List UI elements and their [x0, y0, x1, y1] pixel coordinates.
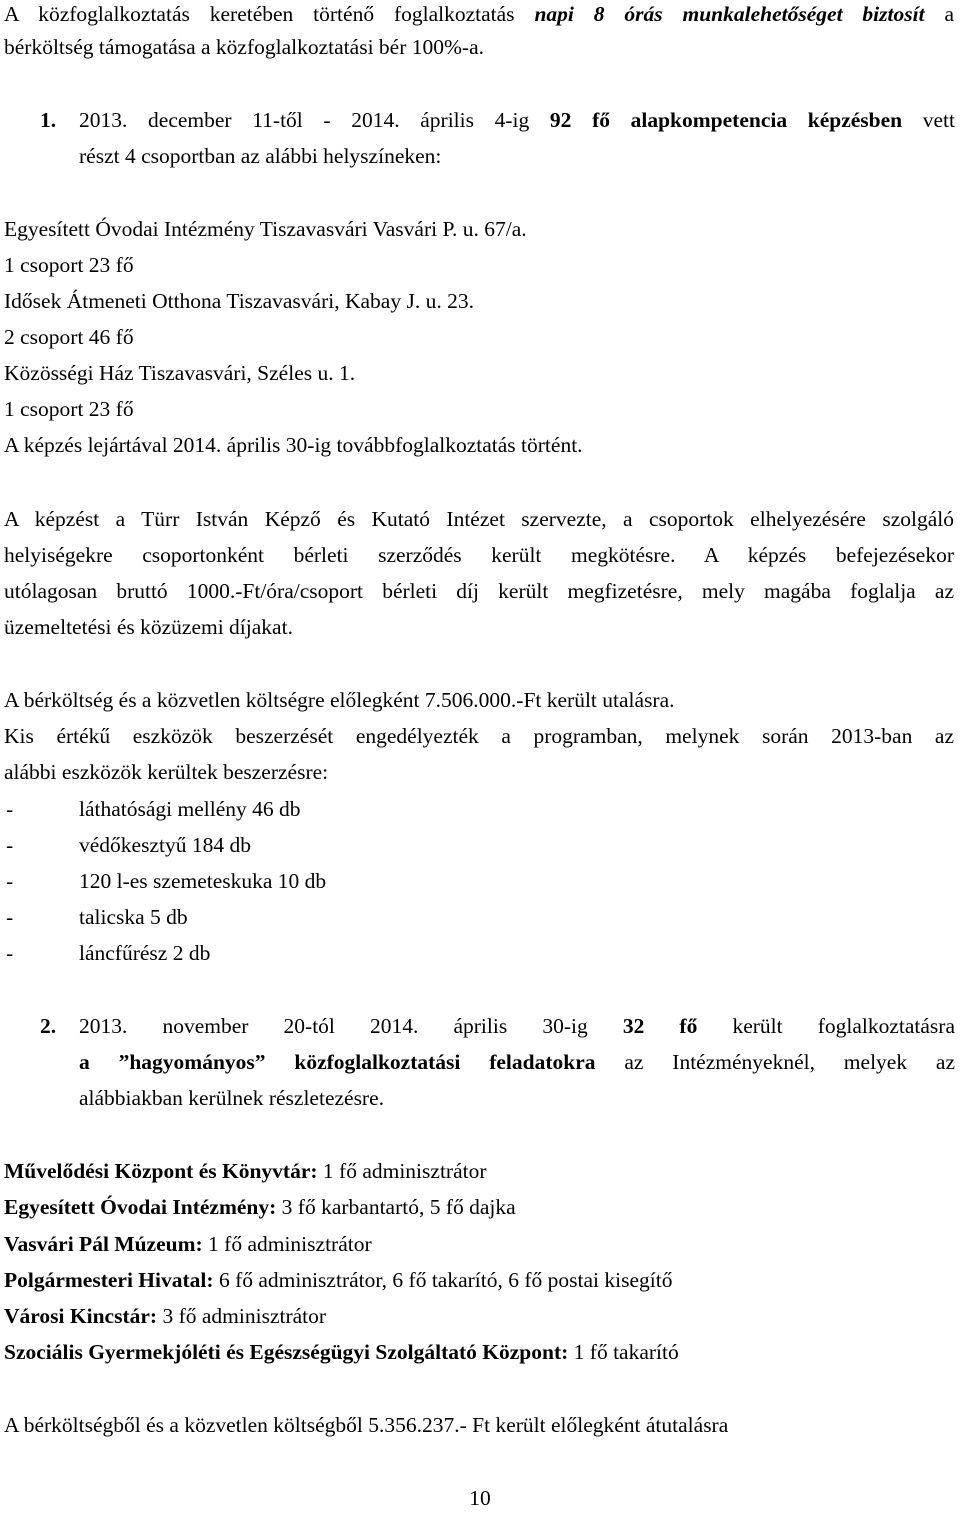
staff-detail: 1 fő adminisztrátor [317, 1159, 487, 1183]
location-line: 2 csoport 46 fő [4, 325, 134, 349]
list-item-text: talicska 5 db [79, 905, 188, 929]
dash-bullet: - [6, 941, 14, 965]
section2-dates: 2013. november 20-tól 2014. április 30-ig [79, 1014, 588, 1038]
staff-line [4, 1338, 679, 1366]
para1-line: utólagosan bruttó 1000.-Ft/óra/csoport bérleti díj került megfizetésre, mely magába foglalja az [4, 579, 954, 603]
closing-line: A bérköltségből és a közvetlen költségből 5.356.237.- Ft került előlegként átutalásra [4, 1413, 729, 1437]
intro-line-1 [4, 0, 954, 28]
staff-org: Városi Kincstár: [4, 1304, 158, 1328]
location-line: A képzés lejártával 2014. április 30-ig továbbfoglalkoztatás történt. [4, 433, 583, 457]
section2-line-2-end: az Intézményeknél, melyek az [624, 1050, 955, 1074]
intro-text-end: a [944, 2, 954, 26]
section1-highlight: 92 fő alapkompetencia képzésben [549, 108, 903, 132]
section1-line-2: részt 4 csoportban az alábbi helyszíneken: [79, 144, 442, 168]
staff-line [4, 1302, 326, 1330]
location-line: Közösségi Ház Tiszavasvári, Széles u. 1. [4, 361, 356, 385]
section1-line-end: vett [922, 108, 955, 132]
intro-text: A közfoglalkoztatás keretében történő foglalkoztatás [4, 2, 515, 26]
advance-line: A bérköltség és a közvetlen költségre előlegként 7.506.000.-Ft került utalásra. [4, 688, 675, 712]
staff-detail: 3 fő adminisztrátor [157, 1304, 327, 1328]
dash-bullet: - [6, 797, 14, 821]
list-item-text: láthatósági mellény 46 db [79, 797, 301, 821]
section2-line-1 [79, 1012, 955, 1040]
staff-line [4, 1157, 487, 1185]
para2-line: alábbi eszközök kerültek beszerzésre: [4, 760, 329, 784]
staff-org: Vasvári Pál Múzeum: [4, 1232, 203, 1256]
intro-line-2: bérköltség támogatása a közfoglalkoztatási bér 100%-a. [4, 35, 484, 59]
location-line: Idősek Átmeneti Otthona Tiszavasvári, Kabay J. u. 23. [4, 289, 474, 313]
para2-line: Kis értékű eszközök beszerzését engedélyezték a programban, melynek során 2013-ban az [4, 724, 954, 748]
page-number: 10 [469, 1486, 491, 1510]
location-line: 1 csoport 23 fő [4, 397, 134, 421]
section2-line-2 [79, 1048, 955, 1076]
staff-detail: 1 fő adminisztrátor [202, 1232, 372, 1256]
staff-detail: 1 fő takarító [568, 1340, 679, 1364]
staff-org: Szociális Gyermekjóléti és Egészségügyi Szolgáltató Központ: [4, 1340, 569, 1364]
dash-bullet: - [6, 833, 14, 857]
staff-detail: 3 fő karbantartó, 5 fő dajka [276, 1195, 516, 1219]
staff-org: Egyesített Óvodai Intézmény: [4, 1195, 277, 1219]
staff-detail: 6 fő adminisztrátor, 6 fő takarító, 6 fő postai kisegítő [213, 1268, 673, 1292]
section2-number: 2. [40, 1014, 57, 1038]
section2-emphasis: a ”hagyományos” közfoglalkoztatási feladatokra [79, 1050, 596, 1074]
list-item-text: védőkesztyű 184 db [79, 833, 251, 857]
staff-line [4, 1193, 516, 1221]
section2-line-end: került foglalkoztatásra [732, 1014, 955, 1038]
location-line: 1 csoport 23 fő [4, 253, 134, 277]
section1-dates: 2013. december 11-től - 2014. április 4-ig [79, 108, 530, 132]
para1-line: üzemeltetési és közüzemi díjakat. [4, 615, 293, 639]
staff-org: Művelődési Központ és Könyvtár: [4, 1159, 318, 1183]
staff-line [4, 1230, 372, 1258]
dash-bullet: - [6, 869, 14, 893]
section2-line-3: alábbiakban kerülnek részletezésre. [79, 1086, 385, 1110]
staff-org: Polgármesteri Hivatal: [4, 1268, 214, 1292]
dash-bullet: - [6, 905, 14, 929]
para1-line: helyiségekre csoportonként bérleti szerződés került megkötésre. A képzés befejezésekor [4, 543, 954, 567]
staff-line [4, 1266, 672, 1294]
section1-line-1 [79, 106, 955, 134]
section1-number: 1. [40, 108, 57, 132]
location-line: Egyesített Óvodai Intézmény Tiszavasvári Vasvári P. u. 67/a. [4, 217, 527, 241]
intro-emphasis: napi 8 órás munkalehetőséget biztosít [534, 2, 925, 26]
list-item-text: láncfűrész 2 db [79, 941, 211, 965]
para1-line: A képzést a Türr István Képző és Kutató Intézet szervezte, a csoportok elhelyezésére szolgáló [4, 507, 954, 531]
list-item-text: 120 l-es szemeteskuka 10 db [79, 869, 327, 893]
section2-highlight: 32 fő [622, 1014, 698, 1038]
